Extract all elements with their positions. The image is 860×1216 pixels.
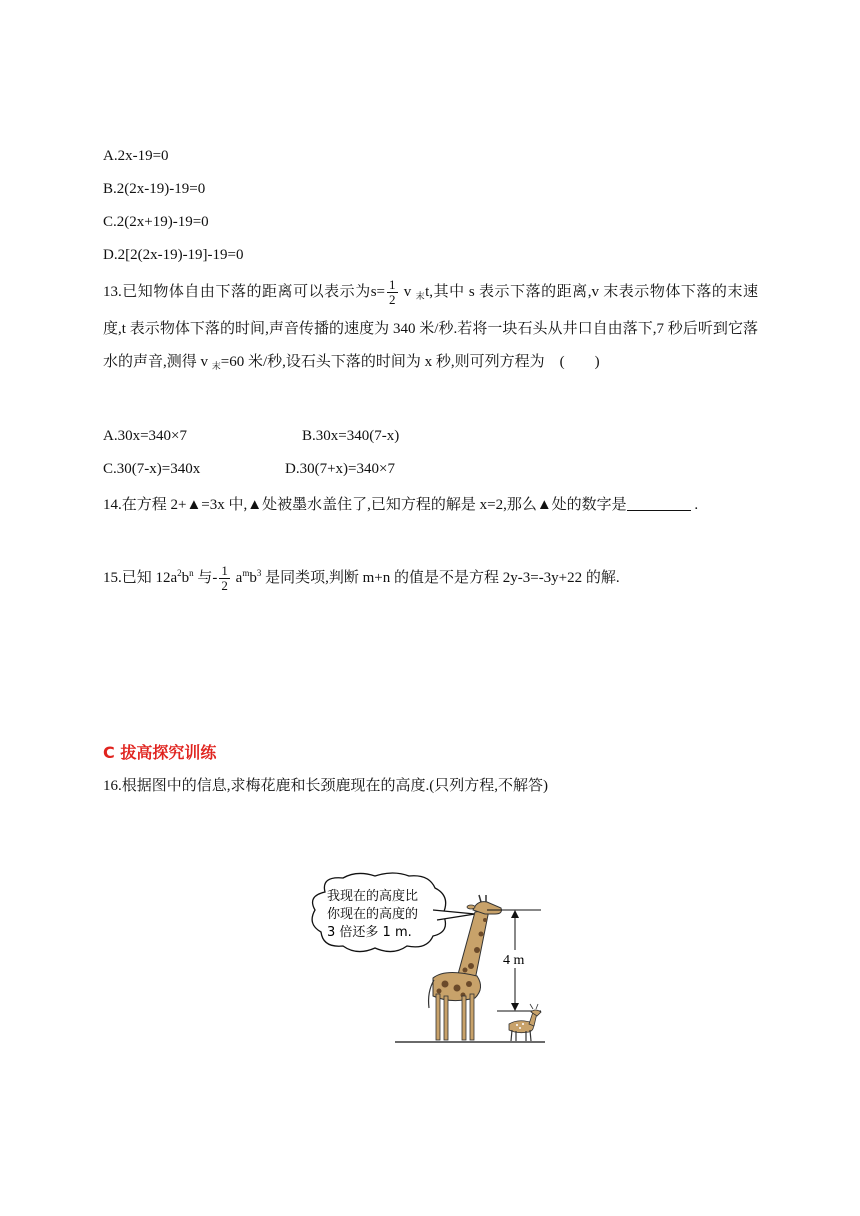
q15-text-4: a	[231, 570, 243, 586]
q13-text-3: =60 米/秒,设石头下落的时间为 x 秒,则可列方程为 ( )	[220, 354, 600, 370]
q15-text-3: 与-	[193, 570, 218, 586]
q13-subscript-2: 末	[211, 361, 221, 371]
section-c-heading: C 拔高探究训练	[103, 743, 217, 762]
q12-option-a: A.2x-19=0	[103, 148, 169, 164]
q12-option-d: D.2[2(2x-19)-19]-19=0	[103, 247, 244, 263]
q13-option-c: C.30(7-x)=340x	[103, 461, 201, 477]
q13-subscript-1: 末	[415, 291, 426, 301]
bubble-line-3: 3 倍还多 1 m.	[327, 925, 412, 940]
q13-frac-num: 1	[389, 277, 396, 293]
q12-option-c: C.2(2x+19)-19=0	[103, 214, 209, 230]
height-label: 4 m	[503, 953, 525, 968]
q15-sup-4: 3	[256, 568, 262, 578]
q15-sup-1: 2	[177, 568, 182, 578]
height-dimension	[487, 910, 541, 1011]
q14-answer-blank	[627, 495, 691, 511]
q13-option-b: B.30x=340(7-x)	[302, 428, 400, 444]
giraffe-deer-figure	[305, 870, 555, 1050]
q13-v-letter: v	[399, 284, 416, 300]
q15-question	[103, 557, 758, 595]
q13-fraction	[387, 278, 398, 307]
q15-text-2: b	[181, 570, 190, 586]
q13-text-2: t,其中 s 表示下落的距离,v 末表示物体下落的末速度,t 表示物体下落的时间,声音传播的速度为 340 米/秒.若将一块石头从井口自由落下,7 秒后听到它落水的声音,测得 v	[103, 284, 758, 370]
q15-text-1: 15.已知 12a	[103, 570, 178, 586]
q13-option-d: D.30(7+x)=340×7	[285, 461, 395, 477]
q13-question	[103, 276, 758, 383]
q14-question	[103, 489, 758, 522]
q14-text-2: .	[690, 497, 699, 513]
q15-sup-3: m	[242, 568, 250, 578]
q16-question: 16.根据图中的信息,求梅花鹿和长颈鹿现在的高度.(只列方程,不解答)	[103, 778, 548, 794]
bubble-line-2: 你现在的高度的	[327, 907, 419, 922]
q14-text-1: 14.在方程 2+▲=3x 中,▲处被墨水盖住了,已知方程的解是 x=2,那么▲处的数字是	[103, 497, 627, 513]
deer-icon	[509, 1004, 541, 1041]
q15-fraction	[219, 564, 230, 593]
q15-text-6: 是同类项,判断 m+n 的值是不是方程 2y-3=-3y+22 的解.	[261, 570, 620, 586]
q13-text-1: 13.已知物体自由下落的距离可以表示为s=	[103, 284, 386, 300]
speech-bubble	[312, 873, 475, 952]
q15-sup-2: n	[189, 568, 194, 578]
q13-option-a: A.30x=340×7	[103, 428, 188, 444]
q12-option-b: B.2(2x-19)-19=0	[103, 181, 206, 197]
q15-frac-den: 2	[221, 578, 228, 594]
q15-text-5: b	[249, 570, 257, 586]
q15-frac-num: 1	[221, 563, 228, 579]
bubble-line-1: 我现在的高度比	[327, 889, 419, 904]
q13-frac-den: 2	[389, 292, 396, 308]
